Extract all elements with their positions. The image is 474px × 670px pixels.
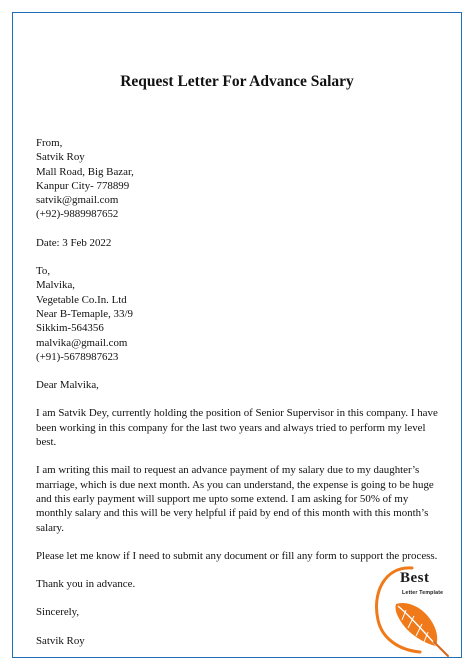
recipient-address [36, 264, 446, 364]
logo-wordmark: Best [400, 570, 430, 586]
sender-city: Kanpur City- 778899 [36, 179, 130, 192]
recipient-email: malvika@gmail.com [36, 336, 128, 349]
sender-name: Satvik Roy [36, 151, 85, 164]
letter-title: Request Letter For Advance Salary [120, 73, 354, 90]
date-text: Date: 3 Feb 2022 [36, 236, 112, 249]
recipient-city: Sikkim-564356 [36, 322, 104, 335]
letter-date [36, 236, 446, 250]
paragraph-thanks: Thank you in advance. [36, 578, 136, 591]
recipient-name: Malvika, [36, 279, 76, 292]
brand-logo [368, 560, 462, 658]
sender-address [36, 136, 446, 222]
sender-email: satvik@gmail.com [36, 194, 119, 207]
recipient-phone: (+91)-5678987623 [36, 350, 119, 363]
recipient-street: Near B-Temaple, 33/9 [36, 307, 133, 320]
paragraph-intro: I am Satvik Dey, currently holding the position of Senior Supervisor in this company. I have been working in this company for the last two years and always tried to perform my level best. [36, 407, 438, 449]
sender-street: Mall Road, Big Bazar, [36, 165, 134, 178]
recipient-company: Vegetable Co.In. Ltd [36, 293, 127, 306]
paragraph-request: I am writing this mail to request an advance payment of my salary due to my daughter’s marriage, which is due next month. As you can understand, the expense is going to be huge and this early payment will support me upto some extend. I am asking for 50% of my monthly salary and this will be very helpful if paid by end of this month with this month’s salary. [36, 464, 434, 534]
signature: Satvik Roy [36, 634, 85, 647]
recipient-label: To, [36, 265, 51, 278]
sender-phone: (+92)-9889987652 [36, 208, 119, 221]
salutation: Dear Malvika, [36, 379, 99, 392]
paragraph-followup: Please let me know if I need to submit any document or fill any form to support the process. [36, 549, 438, 562]
sender-label: From, [36, 137, 63, 149]
closing: Sincerely, [36, 606, 80, 619]
logo-tagline: Letter Template [402, 590, 444, 596]
